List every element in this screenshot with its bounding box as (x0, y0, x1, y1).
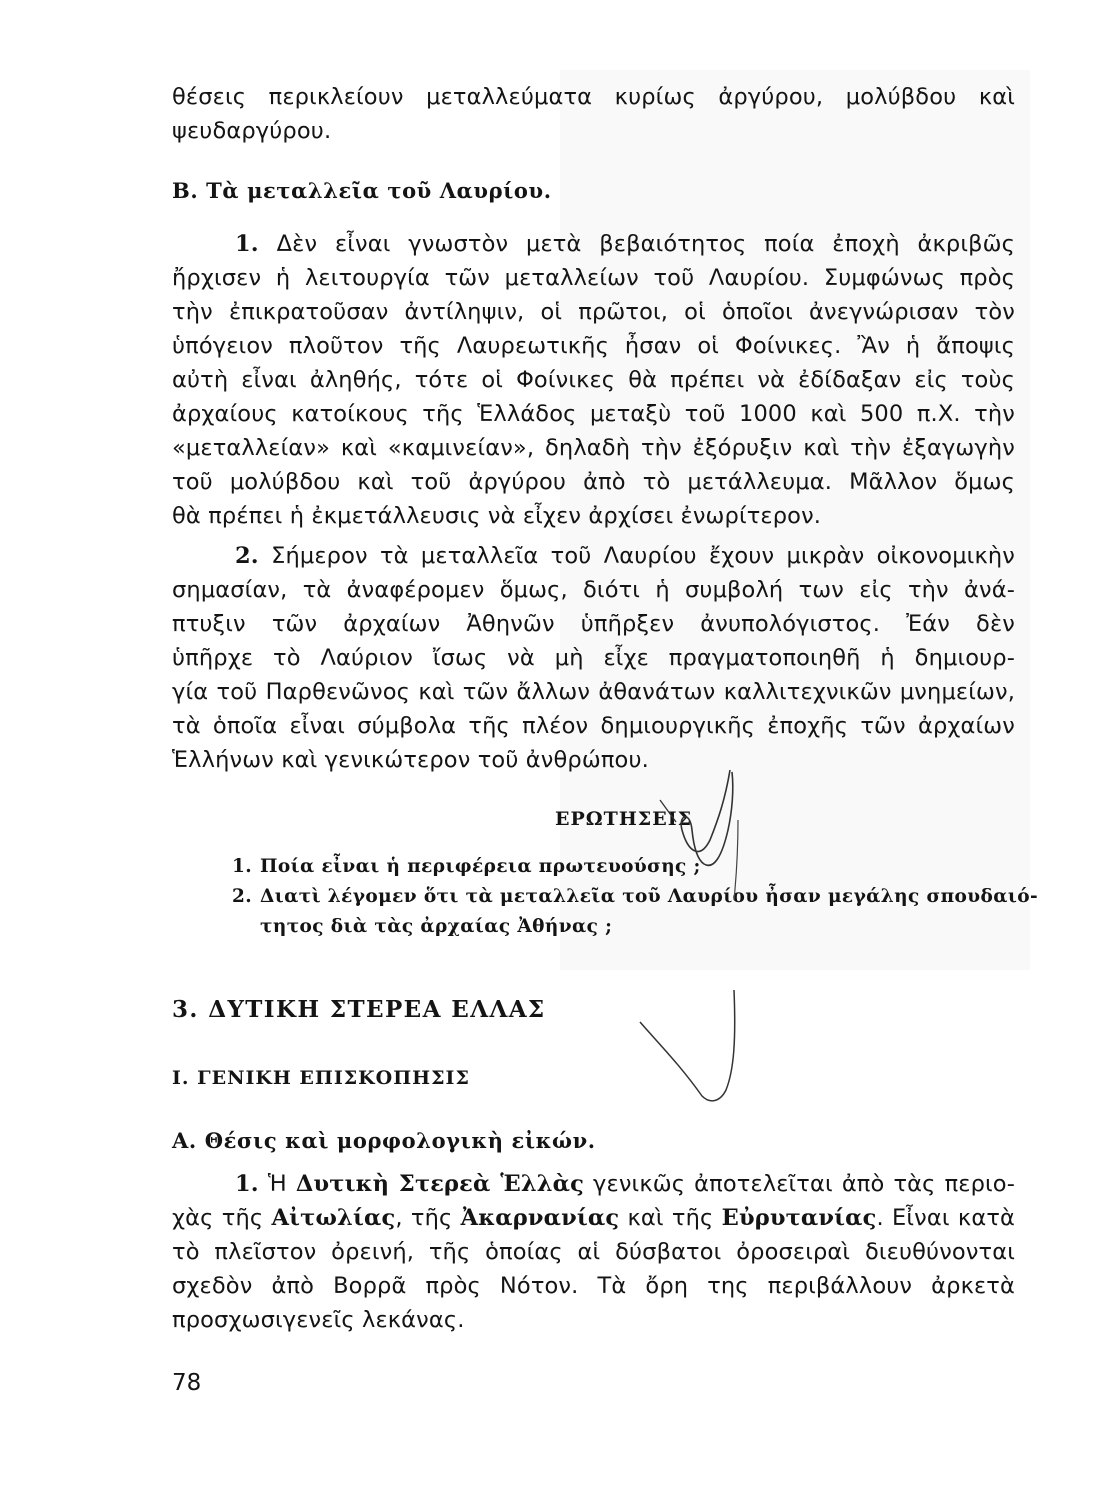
paragraph-2-line: 2. Σήμερον τὰ μεταλλεῖα τοῦ Λαυρίου ἔχουν μικρὰν οἰκονομικὴν (235, 543, 1015, 569)
pencil-scribble-icon (630, 760, 780, 1120)
paragraph-3-line: τὸ πλεῖστον ὀρεινή, τῆς ὁποίας αἱ δύσβατοι ὀροσειραὶ διευθύνονται (172, 1239, 1015, 1265)
subsubsection-heading: Α. Θέσις καὶ μορφολογικὴ εἰκών. (172, 1128, 596, 1153)
paragraph-1-line: ἀρχαίους κατοίκους τῆς Ἑλλάδος μεταξὺ τοῦ 1000 καὶ 500 π.Χ. τὴν (172, 401, 1015, 427)
paragraph-2-line: Ἑλλήνων καὶ γενικώτερον τοῦ ἀνθρώπου. (172, 747, 649, 773)
paragraph-3-line: προσχωσιγενεῖς λεκάνας. (172, 1307, 465, 1333)
paragraph-1-line: θὰ πρέπει ἡ ἐκμετάλλευσις νὰ εἶχεν ἀρχίσει ἐνωρίτερον. (172, 503, 822, 529)
questions-heading: ΕΡΩΤΗΣΕΙΣ (555, 808, 693, 830)
paragraph-1-line: τὴν ἐπικρατοῦσαν ἀντίληψιν, οἱ πρῶτοι, οἱ ὁποῖοι ἀνεγνώρισαν τὸν (172, 299, 1015, 325)
text-line: θέσεις περικλείουν μεταλλεύματα κυρίως ἀργύρου, μολύβδου καὶ (172, 84, 1015, 110)
paragraph-3-line: σχεδὸν ἀπὸ Βορρᾶ πρὸς Νότον. Τὰ ὄρη της περιβάλλουν ἀρκετὰ (172, 1273, 1015, 1299)
paragraph-3-line: 1. Ἡ Δυτικὴ Στερεὰ Ἑλλὰς γενικῶς ἀποτελεῖται ἀπὸ τὰς περιο- (235, 1171, 1015, 1197)
section-3-heading: 3. ΔΥΤΙΚΗ ΣΤΕΡΕΑ ΕΛΛΑΣ (172, 996, 546, 1023)
question-item-continuation: τητος διὰ τὰς ἀρχαίας Ἀθήνας ; (260, 916, 613, 937)
paragraph-1-line: τοῦ μολύβδου καὶ τοῦ ἀργύρου ἀπὸ τὸ μετάλλευμα. Μᾶλλον ὅμως (172, 469, 1015, 495)
paragraph-3-line: χὰς τῆς Αἰτωλίας, τῆς Ἀκαρνανίας καὶ τῆς Εὐρυτανίας. Εἶναι κατὰ (172, 1205, 1015, 1231)
question-item: 2. Διατὶ λέγομεν ὅτι τὰ μεταλλεῖα τοῦ Λαυρίου ἦσαν μεγάλης σπουδαιό- (232, 886, 1039, 907)
paragraph-2-line: σημασίαν, τὰ ἀναφέρομεν ὅμως, διότι ἡ συμβολή των εἰς τὴν ἀνά- (172, 577, 1015, 603)
paragraph-1-line: «μεταλλείαν» καὶ «καμινείαν», δηλαδὴ τὴν ἐξόρυξιν καὶ τὴν ἐξαγωγὴν (172, 435, 1015, 461)
paragraph-2-line: ὑπῆρχε τὸ Λαύριον ἴσως νὰ μὴ εἶχε πραγματοποιηθῆ ἡ δημιουρ- (172, 645, 1015, 671)
paragraph-1-line: 1. Δὲν εἶναι γνωστὸν μετὰ βεβαιότητος ποία ἐποχὴ ἀκριβῶς (235, 231, 1015, 257)
paragraph-1-line: ὑπόγειον πλοῦτον τῆς Λαυρεωτικῆς ἦσαν οἱ Φοίνικες. Ἂν ἡ ἄποψις (172, 333, 1015, 359)
paragraph-2-line: γία τοῦ Παρθενῶνος καὶ τῶν ἄλλων ἀθανάτων καλλιτεχνικῶν μνημείων, (172, 679, 1015, 705)
section-b-heading: Β. Τὰ μεταλλεῖα τοῦ Λαυρίου. (172, 178, 552, 203)
paragraph-1-line: αὐτὴ εἶναι ἀληθής, τότε οἱ Φοίνικες θὰ πρέπει νὰ ἐδίδαξαν εἰς τοὺς (172, 367, 1015, 393)
paragraph-2-line: πτυξιν τῶν ἀρχαίων Ἀθηνῶν ὑπῆρξεν ἀνυπολόγιστος. Ἐάν δὲν (172, 611, 1015, 637)
subsection-heading: Ι. ΓΕΝΙΚΗ ΕΠΙΣΚΟΠΗΣΙΣ (172, 1067, 470, 1089)
page-number: 78 (172, 1370, 202, 1396)
paragraph-1-line: ἤρχισεν ἡ λειτουργία τῶν μεταλλείων τοῦ Λαυρίου. Συμφώνως πρὸς (172, 265, 1015, 291)
question-item: 1. Ποία εἶναι ἡ περιφέρεια πρωτευούσης ; (232, 856, 701, 877)
paragraph-2-line: τὰ ὁποῖα εἶναι σύμβολα τῆς πλέον δημιουργικῆς ἐποχῆς τῶν ἀρχαίων (172, 713, 1015, 739)
text-line: ψευδαργύρου. (172, 118, 332, 144)
